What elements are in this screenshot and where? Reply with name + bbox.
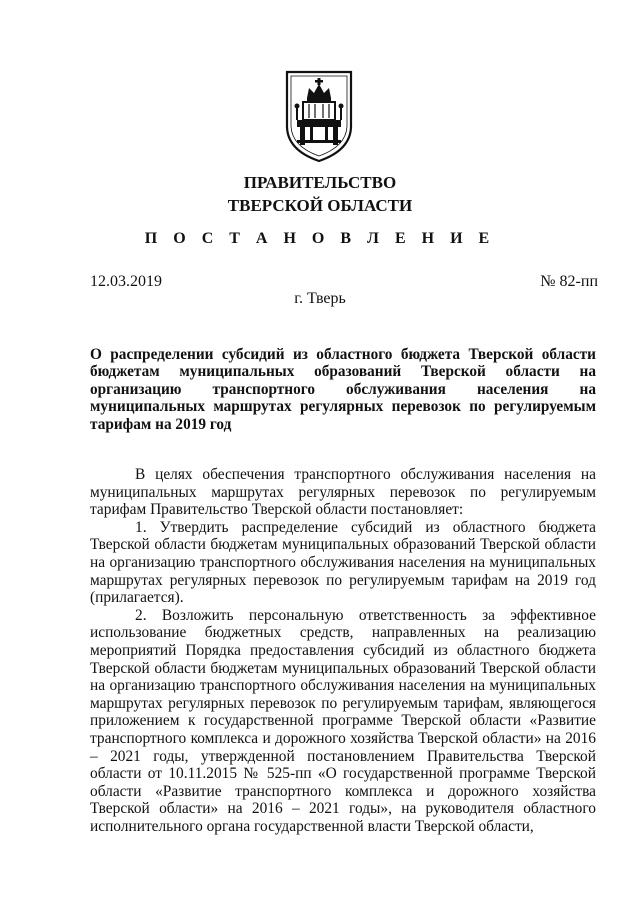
document-number: № 82-пп xyxy=(540,273,598,290)
organization-name-line1: ПРАВИТЕЛЬСТВО xyxy=(243,173,397,192)
document-city: г. Тверь xyxy=(294,290,346,307)
body-paragraph-item-2: 2. Возложить персональную ответственность за эффективное использование бюджетных средств, направленных на реализацию мероприятий Порядка предоставления субсидий из областного бюджета Тверской области бюджетам муниципальных образований Тверской области на организацию транспортного обслуживания населения на муниципальных маршрутах регулярных перевозок по регулируемым тарифам, являющегося приложением к государственной программе Тверской области «Развитие транспортного комплекса и дорожного хозяйства Тверской области» на 2016 – 2021 годы, утвержденной постановлением Правительства Тверской области от 10.11.2015 № 525-пп «О государственной программе Тверской области «Развитие транспортного комплекса и дорожного хозяйства Тверской области» на 2016 – 2021 годы», на руководителя областного исполнительного органа государственной власти Тверской области, xyxy=(90,606,596,835)
organization-name-line2: ТВЕРСКОЙ ОБЛАСТИ xyxy=(227,196,413,215)
body-paragraph-intro: В целях обеспечения транспортного обслуживания населения на муниципальных маршрутах регулярных перевозок по регулируемым тарифам Правительство Тверской области постановляет: xyxy=(90,466,596,519)
coat-of-arms-icon xyxy=(283,68,355,164)
body-paragraph-item-1: 1. Утвердить распределение субсидий из областного бюджета Тверской области бюджетам муниципальных образований Тверской области на организацию транспортного обслуживания населения на муниципальных маршрутах регулярных перевозок по регулируемым тарифам на 2019 год (прилагается). xyxy=(90,518,596,607)
document-date: 12.03.2019 xyxy=(90,273,162,290)
document-title: О распределении субсидий из областного бюджета Тверской области бюджетам муниципальных образований Тверской области на организацию транспортного обслуживания населения на муниципальных маршрутах регулярных перевозок по регулируемым тарифам на 2019 год xyxy=(90,346,596,433)
document-type-heading: П О С Т А Н О В Л Е Н И Е xyxy=(144,230,496,247)
document-body xyxy=(90,466,596,835)
